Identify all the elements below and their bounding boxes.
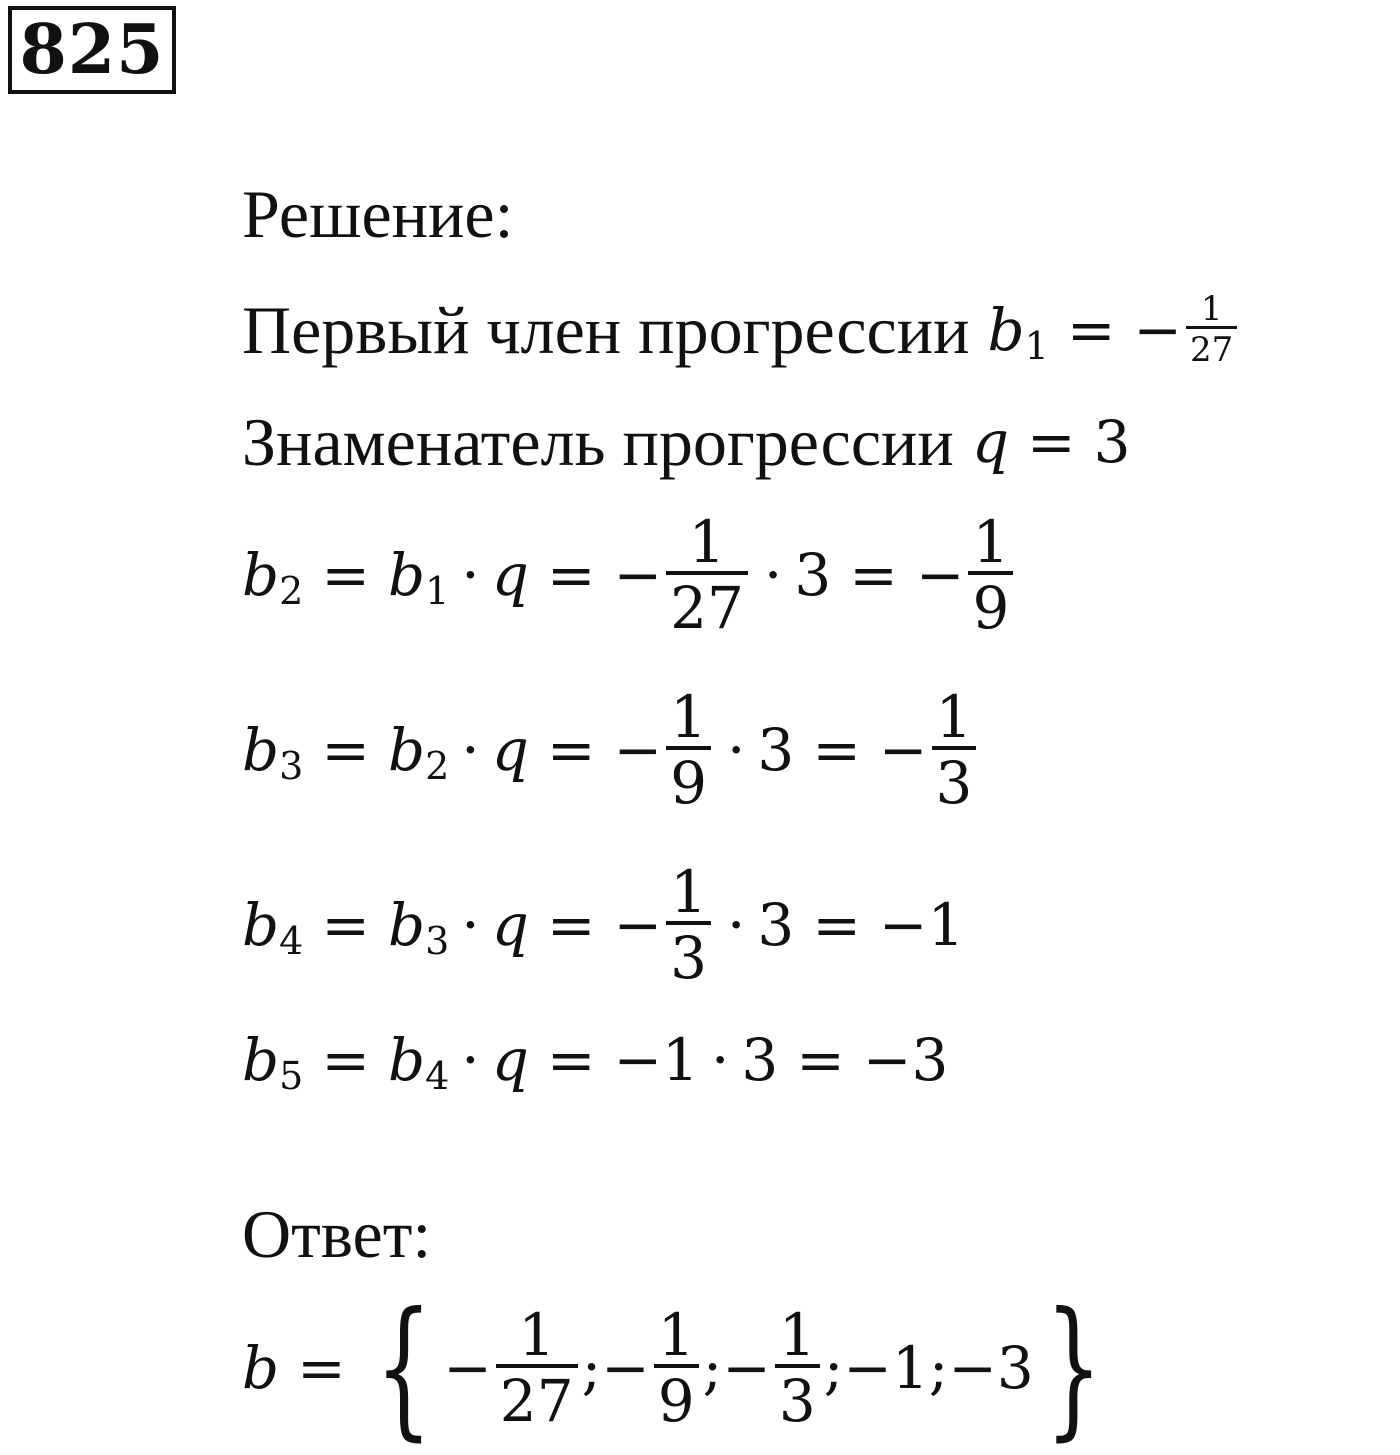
equals-sign: = [546, 716, 596, 784]
ratio-var: q [491, 891, 529, 959]
prev-term-var: b [387, 1026, 426, 1094]
multiply-dot: · [726, 891, 746, 959]
ratio-line [242, 404, 1131, 480]
first-term-line [242, 289, 1241, 370]
ratio-var: q [491, 541, 529, 609]
term-var: b [242, 716, 280, 784]
task-number: 825 [8, 6, 176, 94]
multiplier: 3 [741, 1026, 779, 1094]
equals-sign: = [297, 1333, 346, 1402]
fraction [666, 858, 711, 992]
fraction-denominator: 3 [932, 746, 977, 812]
answer-fraction [775, 1300, 820, 1435]
answer-set [242, 1280, 1113, 1455]
term-var: b [242, 541, 280, 609]
separator: ; [928, 1333, 949, 1402]
answer-fraction [654, 1300, 699, 1435]
ratio-var: q [971, 408, 1009, 476]
equals-sign: = [321, 891, 370, 959]
result-fraction [932, 683, 977, 817]
minus-sign: − [1133, 295, 1183, 364]
ratio-label: Знаменатель прогрессии [242, 404, 954, 480]
fraction-numerator: 1 [778, 1300, 816, 1369]
equals-sign: = [849, 541, 898, 609]
prev-term-sub: 2 [425, 744, 450, 788]
equals-sign: = [546, 891, 596, 959]
fraction-numerator: 1 [657, 1300, 695, 1369]
answer-heading: Ответ: [242, 1196, 432, 1272]
first-term-fraction [1186, 289, 1237, 370]
prev-term-var: b [387, 891, 426, 959]
answer-fraction [496, 1300, 578, 1435]
fraction-denominator: 27 [666, 571, 748, 637]
term-var: b [242, 891, 280, 959]
multiplier: 3 [794, 541, 832, 609]
left-value: −1 [613, 1026, 699, 1094]
minus-sign: − [601, 1333, 650, 1402]
prev-term-sub: 3 [425, 919, 450, 963]
fraction-denominator: 9 [968, 571, 1013, 637]
separator: ; [702, 1333, 723, 1402]
prev-term-var: b [387, 541, 426, 609]
fraction-numerator: 1 [688, 508, 726, 576]
minus-sign: − [613, 891, 663, 959]
ratio-value: 3 [1093, 408, 1131, 476]
solution-heading: Решение: [242, 176, 514, 252]
fraction-denominator: 9 [666, 746, 711, 812]
ratio-var: q [491, 716, 529, 784]
fraction [666, 508, 748, 642]
equals-sign: = [321, 1026, 370, 1094]
answer-var: b [242, 1333, 280, 1402]
fraction-numerator: 1 [670, 858, 707, 926]
fraction-denominator: 27 [496, 1364, 578, 1430]
term-sub: 3 [279, 744, 304, 788]
prev-term-sub: 1 [425, 569, 450, 613]
equals-sign: = [796, 1026, 845, 1094]
multiply-dot: · [461, 716, 480, 784]
equals-sign: = [321, 716, 370, 784]
term-sub: 5 [279, 1054, 304, 1098]
term-var: b [242, 1026, 280, 1094]
multiply-dot: · [461, 541, 480, 609]
multiply-dot: · [461, 891, 480, 959]
fraction-numerator: 1 [518, 1300, 556, 1369]
fraction-numerator: 1 [670, 683, 707, 751]
prev-term-sub: 4 [425, 1054, 450, 1098]
multiply-dot: · [726, 716, 746, 784]
result-value: −3 [862, 1026, 949, 1094]
first-term-sub: 1 [1024, 323, 1049, 368]
equals-sign: = [546, 541, 596, 609]
minus-sign: − [915, 541, 965, 609]
step-b5 [242, 1020, 948, 1100]
fraction-denominator: 3 [666, 921, 711, 987]
fraction [666, 683, 711, 817]
equals-sign: = [321, 541, 370, 609]
result-value: −1 [878, 891, 965, 959]
minus-sign: − [722, 1333, 771, 1402]
ratio-var: q [491, 1026, 529, 1094]
fraction-denominator: 27 [1186, 326, 1237, 367]
left-brace: { [374, 1280, 433, 1455]
term-sub: 4 [279, 919, 304, 963]
fraction-numerator: 1 [935, 683, 973, 751]
multiplier: 3 [757, 891, 795, 959]
step-b4 [242, 850, 964, 1000]
prev-term-var: b [387, 716, 426, 784]
equals-sign: = [1026, 408, 1076, 476]
minus-sign: − [443, 1333, 492, 1402]
equals-sign: = [546, 1026, 596, 1094]
multiply-dot: · [461, 1026, 480, 1094]
equals-sign: = [812, 891, 861, 959]
minus-sign: − [613, 716, 663, 784]
step-b3 [242, 675, 980, 825]
first-term-var: b [987, 295, 1025, 364]
minus-sign: − [878, 716, 928, 784]
answer-value: −1 [843, 1333, 929, 1402]
fraction-denominator: 3 [775, 1364, 820, 1430]
fraction-numerator: 1 [972, 508, 1010, 576]
term-sub: 2 [279, 569, 304, 613]
fraction-numerator: 1 [1200, 289, 1223, 329]
first-term-label: Первый член прогрессии [242, 291, 970, 368]
separator: ; [581, 1333, 602, 1402]
answer-value: −3 [948, 1333, 1034, 1402]
right-brace: } [1044, 1280, 1103, 1455]
result-fraction [968, 508, 1013, 642]
step-b2 [242, 500, 1017, 650]
separator: ; [823, 1333, 844, 1402]
multiply-dot: · [763, 541, 783, 609]
multiplier: 3 [757, 716, 795, 784]
fraction-denominator: 9 [654, 1364, 699, 1430]
minus-sign: − [613, 541, 663, 609]
multiply-dot: · [710, 1026, 730, 1094]
equals-sign: = [1066, 295, 1116, 364]
equals-sign: = [812, 716, 861, 784]
